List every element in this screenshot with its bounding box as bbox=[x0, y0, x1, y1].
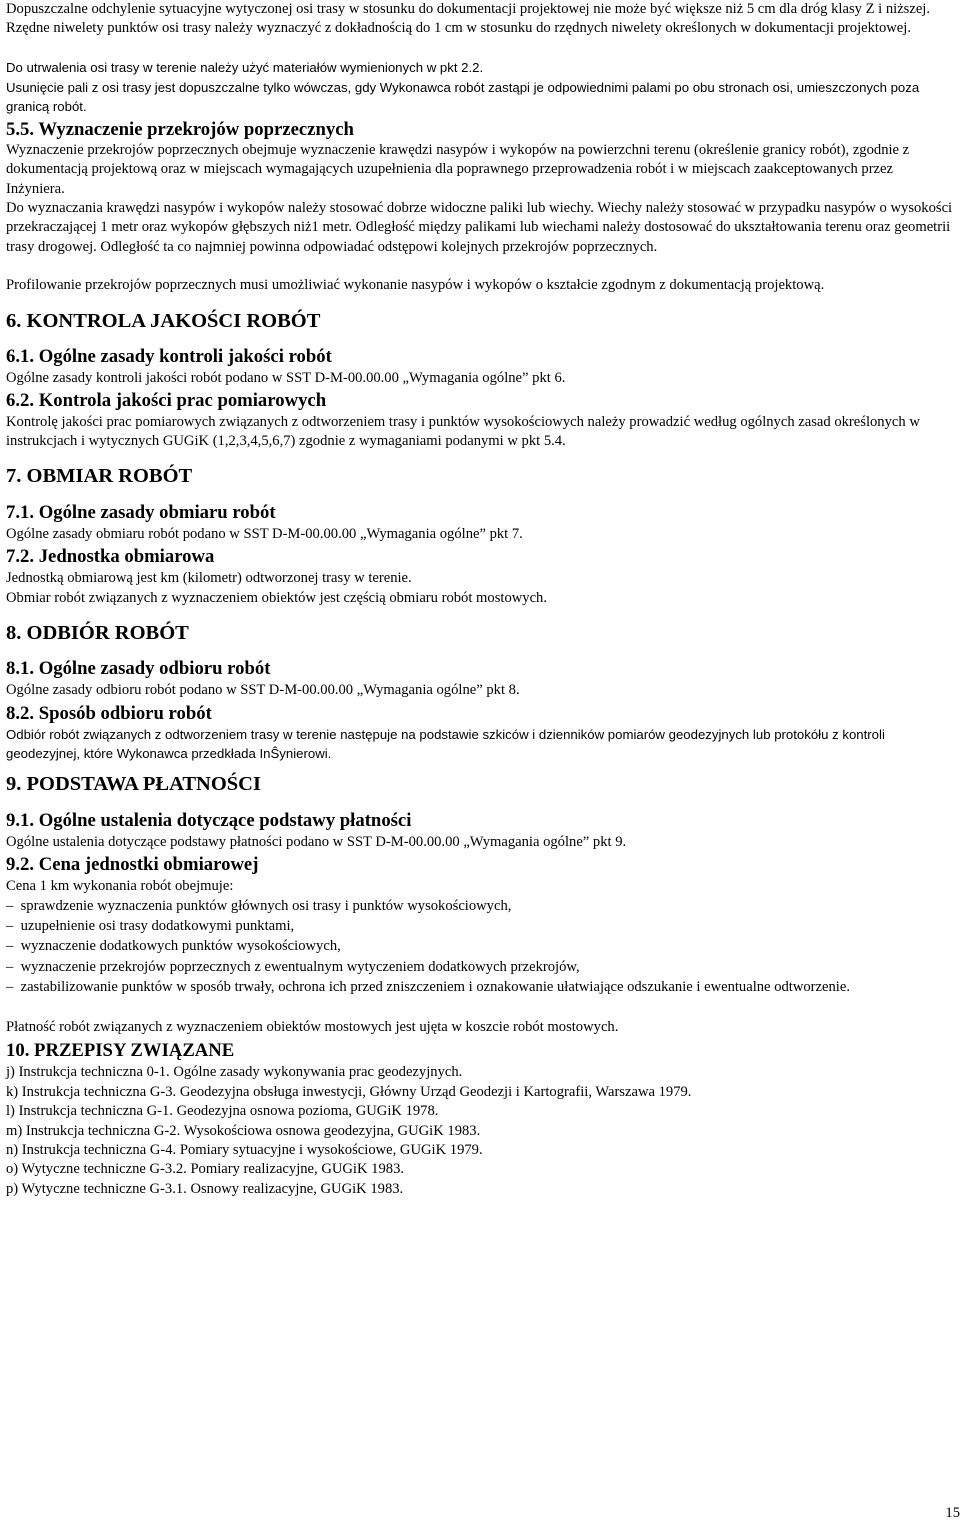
section-7-2-heading: 7.2. Jednostka obmiarowa bbox=[6, 546, 215, 567]
reference-item: p) Wytyczne techniczne G-3.1. Osnowy realizacyjne, GUGiK 1983. bbox=[6, 1181, 404, 1197]
list-item: – zastabilizowanie punktów w sposób trwały, ochrona ich przed zniszczeniem i oznakowanie ułatwiające odszukanie i ewentualne odtworzenie. bbox=[6, 978, 954, 997]
reference-item: n) Instrukcja techniczna G-4. Pomiary sytuacyjne i wysokościowe, GUGiK 1979. bbox=[6, 1142, 483, 1158]
section-7-1-paragraph: Ogólne zasady obmiaru robót podano w SST D-M-00.00.00 „Wymagania ogólne” pkt 7. bbox=[6, 526, 523, 542]
section-6-1-heading: 6.1. Ogólne zasady kontroli jakości robót bbox=[6, 346, 332, 367]
section-6-heading: 6. KONTROLA JAKOŚCI ROBÓT bbox=[6, 310, 321, 332]
section-9-2-paragraph: Cena 1 km wykonania robót obejmuje: bbox=[6, 878, 234, 894]
intro-paragraph-2: Do utrwalenia osi trasy w terenie należy użyć materiałów wymienionych w pkt 2.2. bbox=[6, 60, 484, 75]
section-9-heading: 9. PODSTAWA PŁATNOŚCI bbox=[6, 773, 261, 795]
section-6-1-paragraph: Ogólne zasady kontroli jakości robót podano w SST D-M-00.00.00 „Wymagania ogólne” pkt 6. bbox=[6, 370, 566, 386]
section-9-1-paragraph: Ogólne ustalenia dotyczące podstawy płatności podano w SST D-M-00.00.00 „Wymagania ogólne” pkt 9. bbox=[6, 834, 627, 850]
list-item: – uzupełnienie osi trasy dodatkowymi punktami, bbox=[6, 917, 954, 936]
section-9-2-paragraph-2: Płatność robót związanych z wyznaczeniem obiektów mostowych jest ujęta w koszcie robót mostowych. bbox=[6, 1019, 619, 1035]
section-9-1-heading: 9.1. Ogólne ustalenia dotyczące podstawy płatności bbox=[6, 810, 412, 831]
section-6-2-heading: 6.2. Kontrola jakości prac pomiarowych bbox=[6, 390, 327, 411]
section-7-2-paragraph-2: Obmiar robót związanych z wyznaczeniem obiektów jest częścią obmiaru robót mostowych. bbox=[6, 590, 547, 606]
list-item: – wyznaczenie przekrojów poprzecznych z ewentualnym wytyczeniem dodatkowych przekrojów, bbox=[6, 958, 954, 977]
section-8-1-heading: 8.1. Ogólne zasady odbioru robót bbox=[6, 658, 271, 679]
reference-item: j) Instrukcja techniczna 0-1. Ogólne zasady wykonywania prac geodezyjnych. bbox=[6, 1064, 463, 1080]
section-9-2-heading: 9.2. Cena jednostki obmiarowej bbox=[6, 854, 259, 875]
section-10-heading: 10. PRZEPISY ZWIĄZANE bbox=[6, 1040, 235, 1061]
section-7-2-paragraph-1: Jednostką obmiarową jest km (kilometr) odtworzonej trasy w terenie. bbox=[6, 570, 412, 586]
section-7-1-heading: 7.1. Ogólne zasady obmiaru robót bbox=[6, 502, 276, 523]
reference-item: k) Instrukcja techniczna G-3. Geodezyjna obsługa inwestycji, Główny Urząd Geodezji i Kartografii, Warszawa 1979. bbox=[6, 1084, 692, 1100]
reference-item: l) Instrukcja techniczna G-1. Geodezyjna osnowa pozioma, GUGiK 1978. bbox=[6, 1103, 439, 1119]
reference-item: o) Wytyczne techniczne G-3.2. Pomiary realizacyjne, GUGiK 1983. bbox=[6, 1161, 405, 1177]
list-item: – sprawdzenie wyznaczenia punktów głównych osi trasy i punktów wysokościowych, bbox=[6, 897, 954, 916]
section-6-2-paragraph: Kontrolę jakości prac pomiarowych związanych z odtworzeniem trasy i punktów wysokościowych należy prowadzić według ogólnych zasad określonych w instrukcjach i wytycznych GUGiK (1,2,3,4,5,6,7) zgodnie z wymaganiami podanymi w pkt 5.4. bbox=[6, 414, 920, 450]
section-5-5-heading: 5.5. Wyznaczenie przekrojów poprzecznych bbox=[6, 119, 354, 140]
page-number: 15 bbox=[945, 1505, 960, 1521]
section-5-5-paragraph-3: Profilowanie przekrojów poprzecznych musi umożliwiać wykonanie nasypów i wykopów o kształcie zgodnym z dokumentacją projektową. bbox=[6, 277, 825, 293]
section-5-5-paragraph-2: Do wyznaczania krawędzi nasypów i wykopów należy stosować dobrze widoczne paliki lub wiechy. Wiechy należy stosować w przypadku nasypów o wysokości przekraczającej 1 metr oraz wykopów głębszych niż1 metr. Odległość między palikami lub wiechami należy dostosować do ukształtowania terenu oraz geometrii trasy drogowej. Odległość ta co najmniej powinna odpowiadać odstępowi kolejnych przekrojów poprzecznych. bbox=[6, 200, 953, 255]
list-item: – wyznaczenie dodatkowych punktów wysokościowych, bbox=[6, 937, 954, 956]
section-8-1-paragraph: Ogólne zasady odbioru robót podano w SST D-M-00.00.00 „Wymagania ogólne” pkt 8. bbox=[6, 682, 520, 698]
section-7-heading: 7. OBMIAR ROBÓT bbox=[6, 465, 193, 487]
intro-paragraph-3: Usunięcie pali z osi trasy jest dopuszczalne tylko wówczas, gdy Wykonawca robót zastąpi je odpowiednimi palami po obu stronach osi, umieszczonych poza granicą robót. bbox=[6, 80, 920, 115]
section-5-5-paragraph-1: Wyznaczenie przekrojów poprzecznych obejmuje wyznaczenie krawędzi nasypów i wykopów na powierzchni terenu (określenie granicy robót), zgodnie z dokumentacją projektową oraz w miejscach wymagających uzupełnienia dla poprawnego przeprowadzenia robót i w miejscach zaakceptowanych przez Inżyniera. bbox=[6, 142, 910, 197]
intro-paragraph: Dopuszczalne odchylenie sytuacyjne wytyczonej osi trasy w stosunku do dokumentacji projektowej nie może być większe niż 5 cm dla dróg klasy Z i niższej. Rzędne niwelety punktów osi trasy należy wyznaczyć z dokładnością do 1 cm w stosunku do rzędnych niwelety określonych w dokumentacji projektowej. bbox=[6, 1, 931, 37]
section-8-2-heading: 8.2. Sposób odbioru robót bbox=[6, 703, 212, 724]
section-8-2-paragraph: Odbiór robót związanych z odtworzeniem trasy w terenie następuje na podstawie szkiców i dzienników pomiarów geodezyjnych lub protokółu z kontroli geodezyjnej, które Wykonawca przedkłada InŜynierowi. bbox=[6, 727, 885, 762]
reference-item: m) Instrukcja techniczna G-2. Wysokościowa osnowa geodezyjna, GUGiK 1983. bbox=[6, 1123, 481, 1139]
section-8-heading: 8. ODBIÓR ROBÓT bbox=[6, 622, 189, 644]
